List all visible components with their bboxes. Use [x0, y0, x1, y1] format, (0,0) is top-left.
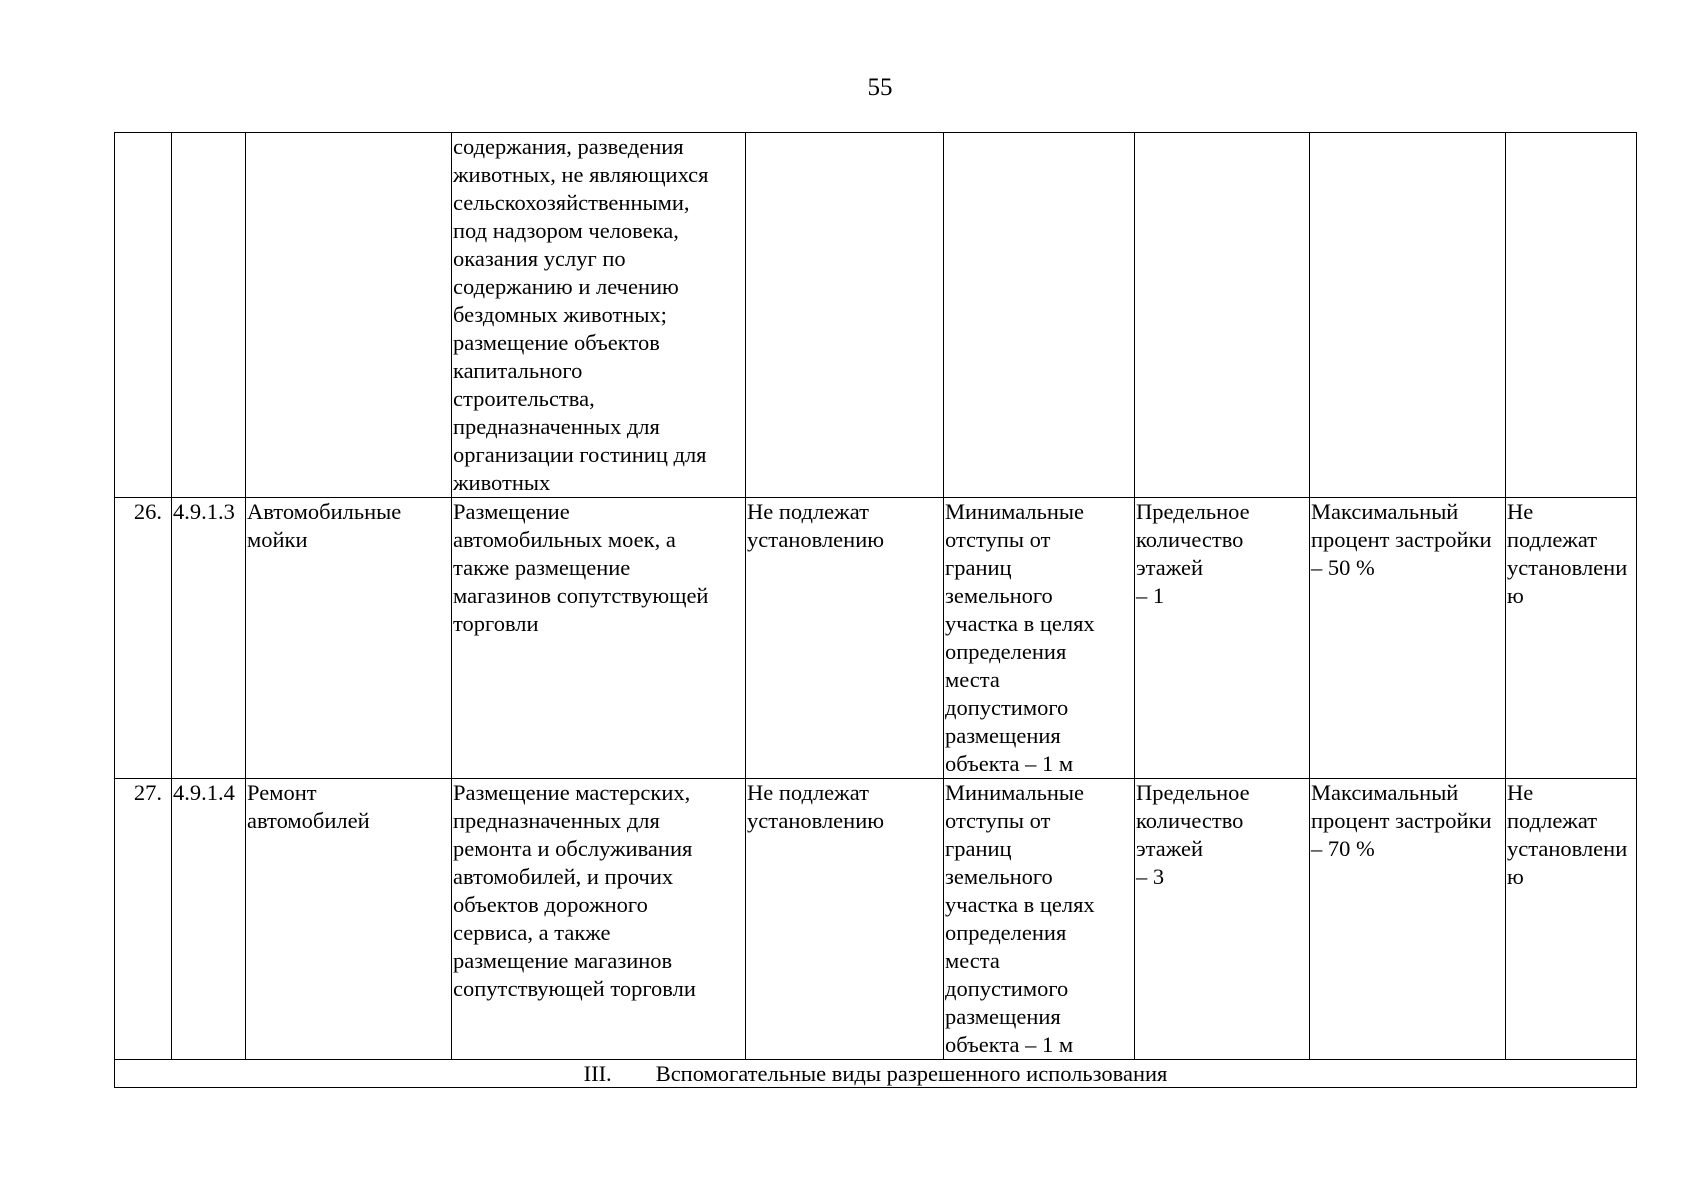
- cell-floors: [1135, 133, 1310, 498]
- cell-code: 4.9.1.3: [172, 498, 246, 779]
- zoning-table: [114, 132, 1637, 1088]
- cell-code: [172, 133, 246, 498]
- section-heading: [115, 1060, 1637, 1088]
- continuation-row: [115, 133, 1637, 498]
- cell-description: содержания, разведения животных, не являющихся сельскохозяйственными, под надзором человека, оказания услуг по содержанию и лечению бездомных животных; размещение объектов капитального строительства, предназначенных для организации гостиниц для животных: [452, 133, 746, 498]
- cell-coverage: Максимальный процент застройки – 70 %: [1310, 779, 1506, 1060]
- cell-description: Размещение автомобильных моек, а также размещение магазинов сопутствующей торговли: [452, 498, 746, 779]
- table-row: [115, 779, 1637, 1060]
- cell-coverage: Максимальный процент застройки – 50 %: [1310, 498, 1506, 779]
- section-title: Вспомогательные виды разрешенного использования: [655, 1061, 1168, 1086]
- cell-code: 4.9.1.4: [172, 779, 246, 1060]
- cell-last: [1506, 133, 1637, 498]
- cell-num: 26.: [115, 498, 172, 779]
- cell-name: Автомобильные мойки: [246, 498, 452, 779]
- cell-num: 27.: [115, 779, 172, 1060]
- section-number: III.: [583, 1061, 612, 1086]
- section-heading-row: [115, 1060, 1637, 1088]
- cell-setbacks: Минимальные отступы от границ земельного участка в целях определения места допустимого размещения объекта – 1 м: [944, 779, 1135, 1060]
- cell-last: Не подлежат установлени ю: [1506, 779, 1637, 1060]
- cell-setbacks: [944, 133, 1135, 498]
- cell-floors: Предельное количество этажей – 1: [1135, 498, 1310, 779]
- cell-col5: [746, 133, 944, 498]
- cell-col5: Не подлежат установлению: [746, 779, 944, 1060]
- cell-last: Не подлежат установлени ю: [1506, 498, 1637, 779]
- cell-floors: Предельное количество этажей – 3: [1135, 779, 1310, 1060]
- cell-name: [246, 133, 452, 498]
- cell-name: Ремонт автомобилей: [246, 779, 452, 1060]
- cell-description: Размещение мастерских, предназначенных для ремонта и обслуживания автомобилей, и прочих объектов дорожного сервиса, а также размещение магазинов сопутствующей торговли: [452, 779, 746, 1060]
- cell-setbacks: Минимальные отступы от границ земельного участка в целях определения места допустимого размещения объекта – 1 м: [944, 498, 1135, 779]
- table-row: [115, 498, 1637, 779]
- cell-coverage: [1310, 133, 1506, 498]
- cell-num: [115, 133, 172, 498]
- page-number: 55: [867, 74, 893, 101]
- cell-col5: Не подлежат установлению: [746, 498, 944, 779]
